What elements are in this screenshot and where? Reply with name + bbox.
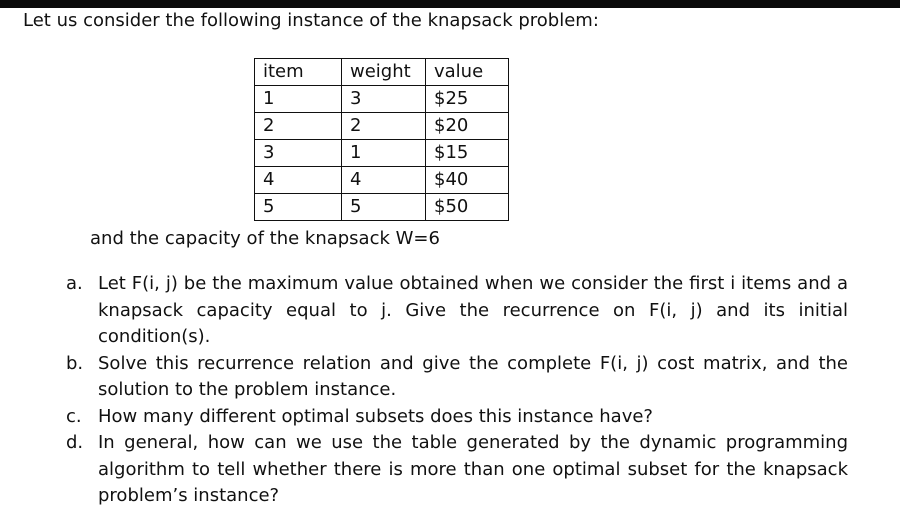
- header-value: value: [426, 59, 509, 86]
- cell-weight: 3: [342, 86, 426, 113]
- table-row: [255, 167, 509, 194]
- capacity-text: and the capacity of the knapsack W=6: [90, 228, 440, 249]
- question-item-a: [60, 271, 848, 351]
- cell-value: $25: [426, 86, 509, 113]
- cell-item: 4: [255, 167, 342, 194]
- cell-value: $15: [426, 140, 509, 167]
- top-border-bar: [0, 0, 900, 8]
- question-text: How many different optimal subsets does this instance have?: [98, 405, 653, 427]
- cell-value: $20: [426, 113, 509, 140]
- question-item-c: [60, 404, 848, 431]
- question-marker: b.: [66, 352, 84, 374]
- cell-item: 3: [255, 140, 342, 167]
- cell-value: $40: [426, 167, 509, 194]
- table-row: [255, 86, 509, 113]
- knapsack-items-table: [254, 58, 509, 221]
- cell-weight: 2: [342, 113, 426, 140]
- table-header-row: [255, 59, 509, 86]
- table-row: [255, 194, 509, 221]
- cell-weight: 5: [342, 194, 426, 221]
- cell-item: 5: [255, 194, 342, 221]
- cell-value: $50: [426, 194, 509, 221]
- question-text: Solve this recurrence relation and give the complete F(i, j) cost matrix, and the solution to the problem instance.: [98, 352, 848, 400]
- question-marker: a.: [66, 273, 83, 294]
- question-item-b: [60, 351, 848, 404]
- cell-weight: 4: [342, 167, 426, 194]
- question-list: [60, 271, 848, 510]
- question-text: In general, how can we use the table generated by the dynamic programming algorithm to tell whether there is more than one optimal subset for the knapsack problem’s instance?: [98, 432, 848, 506]
- intro-text: Let us consider the following instance of the knapsack problem:: [23, 10, 599, 31]
- cell-weight: 1: [342, 140, 426, 167]
- question-text: Let F(i, j) be the maximum value obtained when we consider the first i items and a knapsack capacity equal to j. Give the recurrence on F(i, j) and its initial condition(s).: [98, 273, 848, 347]
- table-row: [255, 140, 509, 167]
- question-marker: c.: [66, 405, 82, 427]
- question-item-d: [60, 430, 848, 510]
- question-marker: d.: [66, 432, 84, 453]
- cell-item: 2: [255, 113, 342, 140]
- cell-item: 1: [255, 86, 342, 113]
- header-weight: weight: [342, 59, 426, 86]
- table-row: [255, 113, 509, 140]
- header-item: item: [255, 59, 342, 86]
